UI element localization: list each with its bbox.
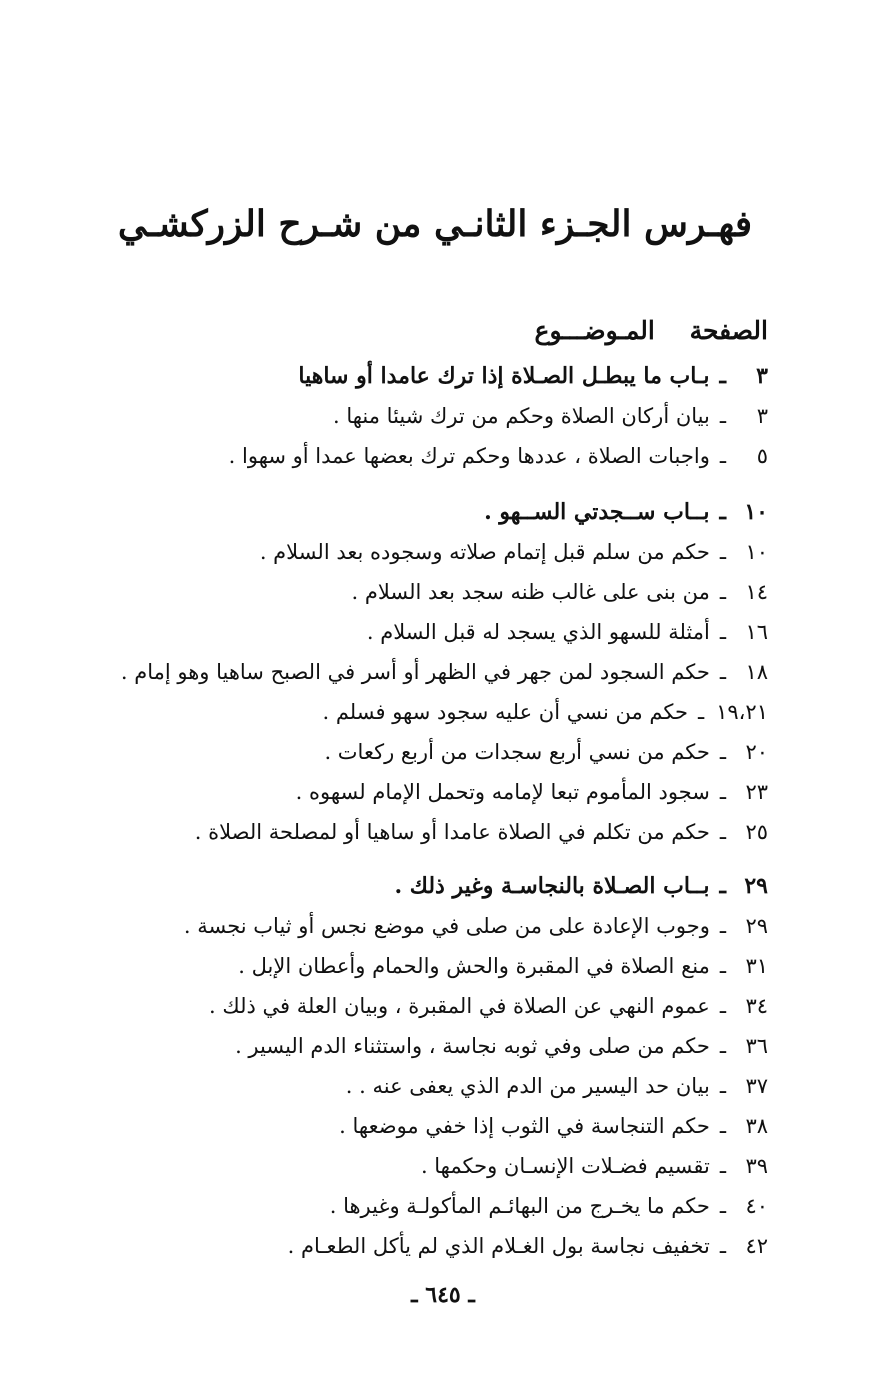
page-column-header: الصفحة — [689, 316, 768, 345]
entry-page-number: ٣٧ — [745, 1074, 768, 1098]
entry-page-number: ٢٩ — [745, 914, 768, 938]
entry-dash: ـ — [719, 499, 726, 525]
entry-dash: ـ — [719, 820, 726, 844]
entry-dash: ـ — [719, 363, 726, 389]
entry-page-number: ١٦ — [745, 620, 768, 644]
entry-page-number: ١٤ — [745, 580, 768, 604]
entry-dash: ـ — [719, 780, 726, 804]
entry-topic: واجبات الصلاة ، عددها وحكم ترك بعضها عمدا أو سهوا . — [228, 444, 710, 468]
entry-dash: ـ — [719, 873, 726, 899]
entry-dash: ـ — [697, 700, 705, 724]
page-title-text: فهـرس الجـزء الثانـي من شـرح الزركشـي — [117, 203, 753, 245]
page-number: ـ ٦٤٥ ـ — [411, 1282, 475, 1308]
entry-page-number: ٤٢ — [745, 1234, 768, 1258]
entry-page-number: ٣ — [756, 404, 768, 428]
index-entry — [298, 356, 768, 396]
entry-dash: ـ — [719, 1074, 726, 1098]
entry-topic: من بنى على غالب ظنه سجد بعد السلام . — [351, 580, 710, 604]
index-entry — [351, 572, 768, 612]
entry-topic: حكم السجود لمن جهر في الظهر أو أسر في الصبح ساهيا وهو إمام . — [120, 660, 710, 684]
entry-dash: ـ — [719, 740, 726, 764]
index-entry — [322, 692, 768, 732]
topic-column-header: المـوضـــوع — [534, 316, 655, 345]
entry-dash: ـ — [719, 914, 726, 938]
chapter-heading: بــاب ســجدتي الســهو . — [484, 499, 710, 525]
index-entry — [195, 812, 768, 852]
entry-page-number: ١٠ — [745, 540, 768, 564]
index-entry — [333, 396, 768, 436]
entry-page-number: ٣ — [756, 363, 768, 389]
entry-topic: منع الصلاة في المقبرة والحش والحمام وأعطان الإبل . — [238, 954, 710, 978]
entry-topic: وجوب الإعادة على من صلى في موضع نجس أو ثياب نجسة . — [183, 914, 710, 938]
index-entry — [260, 532, 768, 572]
entry-topic: حكم ما يخـرج من البهائـم المأكولـة وغيرها . — [329, 1194, 710, 1218]
index-entry — [235, 1026, 768, 1066]
entry-page-number: ٣٩ — [745, 1154, 768, 1178]
entry-page-number: ٣٦ — [745, 1034, 768, 1058]
index-entry — [484, 492, 768, 532]
index-entry — [238, 946, 768, 986]
entry-dash: ـ — [719, 1034, 726, 1058]
entry-topic: أمثلة للسهو الذي يسجد له قبل السلام . — [366, 620, 710, 644]
entry-page-number: ٢٥ — [745, 820, 768, 844]
entry-dash: ـ — [719, 994, 726, 1018]
index-entry — [367, 612, 768, 652]
index-entry — [339, 1106, 768, 1146]
entry-dash: ـ — [719, 444, 726, 468]
entry-topic: بيان حد اليسير من الدم الذي يعفى عنه . . — [345, 1074, 710, 1098]
index-entry — [209, 986, 768, 1026]
index-entry — [346, 1066, 768, 1106]
entry-topic: عموم النهي عن الصلاة في المقبرة ، وبيان العلة في ذلك . — [209, 994, 710, 1018]
entry-page-number: ١٩،٢١ — [716, 700, 768, 724]
entry-page-number: ٤٠ — [745, 1194, 768, 1218]
entry-dash: ـ — [719, 1234, 726, 1258]
entry-topic: حكم من صلى وفي ثوبه نجاسة ، واستثناء الدم اليسير . — [235, 1034, 710, 1058]
index-entry — [229, 436, 768, 476]
entry-topic: سجود المأموم تبعا لإمامه وتحمل الإمام لسهوه . — [295, 780, 710, 804]
entry-topic: حكم من نسي أن عليه سجود سهو فسلم . — [322, 700, 688, 724]
page-title — [0, 196, 886, 252]
entry-dash: ـ — [719, 660, 726, 684]
entry-page-number: ٢٩ — [744, 873, 768, 899]
index-entry — [288, 1226, 768, 1266]
index-entry — [324, 732, 768, 772]
index-entry — [184, 906, 768, 946]
entry-topic: حكم من سلم قبل إتمام صلاته وسجوده بعد السلام . — [259, 540, 710, 564]
chapter-heading: بـاب ما يبطـل الصـلاة إذا ترك عامدا أو ساهيا — [298, 363, 710, 389]
entry-topic: تقسيم فضـلات الإنسـان وحكمها . — [420, 1154, 710, 1178]
entry-page-number: ١٨ — [745, 660, 768, 684]
chapter-heading: بــاب الصـلاة بالنجاسـة وغير ذلك . — [394, 873, 710, 899]
entry-page-number: ٢٠ — [745, 740, 768, 764]
entry-topic: حكم من تكلم في الصلاة عامدا أو ساهيا أو لمصلحة الصلاة . — [194, 820, 710, 844]
index-entry — [296, 772, 768, 812]
index-entry — [121, 652, 768, 692]
entry-dash: ـ — [719, 954, 726, 978]
entry-topic: بيان أركان الصلاة وحكم من ترك شيئا منها . — [332, 404, 710, 428]
index-entry — [421, 1146, 768, 1186]
entry-topic: حكم من نسي أربع سجدات من أربع ركعات . — [324, 740, 710, 764]
entry-page-number: ١٠ — [744, 499, 768, 525]
entry-dash: ـ — [719, 404, 726, 428]
column-headers — [535, 306, 768, 356]
entry-page-number: ٣٨ — [745, 1114, 768, 1138]
entry-page-number: ٥ — [756, 444, 768, 468]
entry-dash: ـ — [719, 1194, 726, 1218]
index-entry — [330, 1186, 768, 1226]
entry-page-number: ٣٤ — [745, 994, 768, 1018]
entry-dash: ـ — [719, 1114, 726, 1138]
index-entry — [394, 866, 768, 906]
entry-dash: ـ — [719, 620, 726, 644]
entry-page-number: ٣١ — [745, 954, 768, 978]
entry-page-number: ٢٣ — [745, 780, 768, 804]
entry-dash: ـ — [719, 580, 726, 604]
entry-topic: تخفيف نجاسة بول الغـلام الذي لم يأكل الطعـام . — [287, 1234, 710, 1258]
entry-topic: حكم التنجاسة في الثوب إذا خفي موضعها . — [339, 1114, 710, 1138]
entry-dash: ـ — [719, 540, 726, 564]
entry-dash: ـ — [719, 1154, 726, 1178]
